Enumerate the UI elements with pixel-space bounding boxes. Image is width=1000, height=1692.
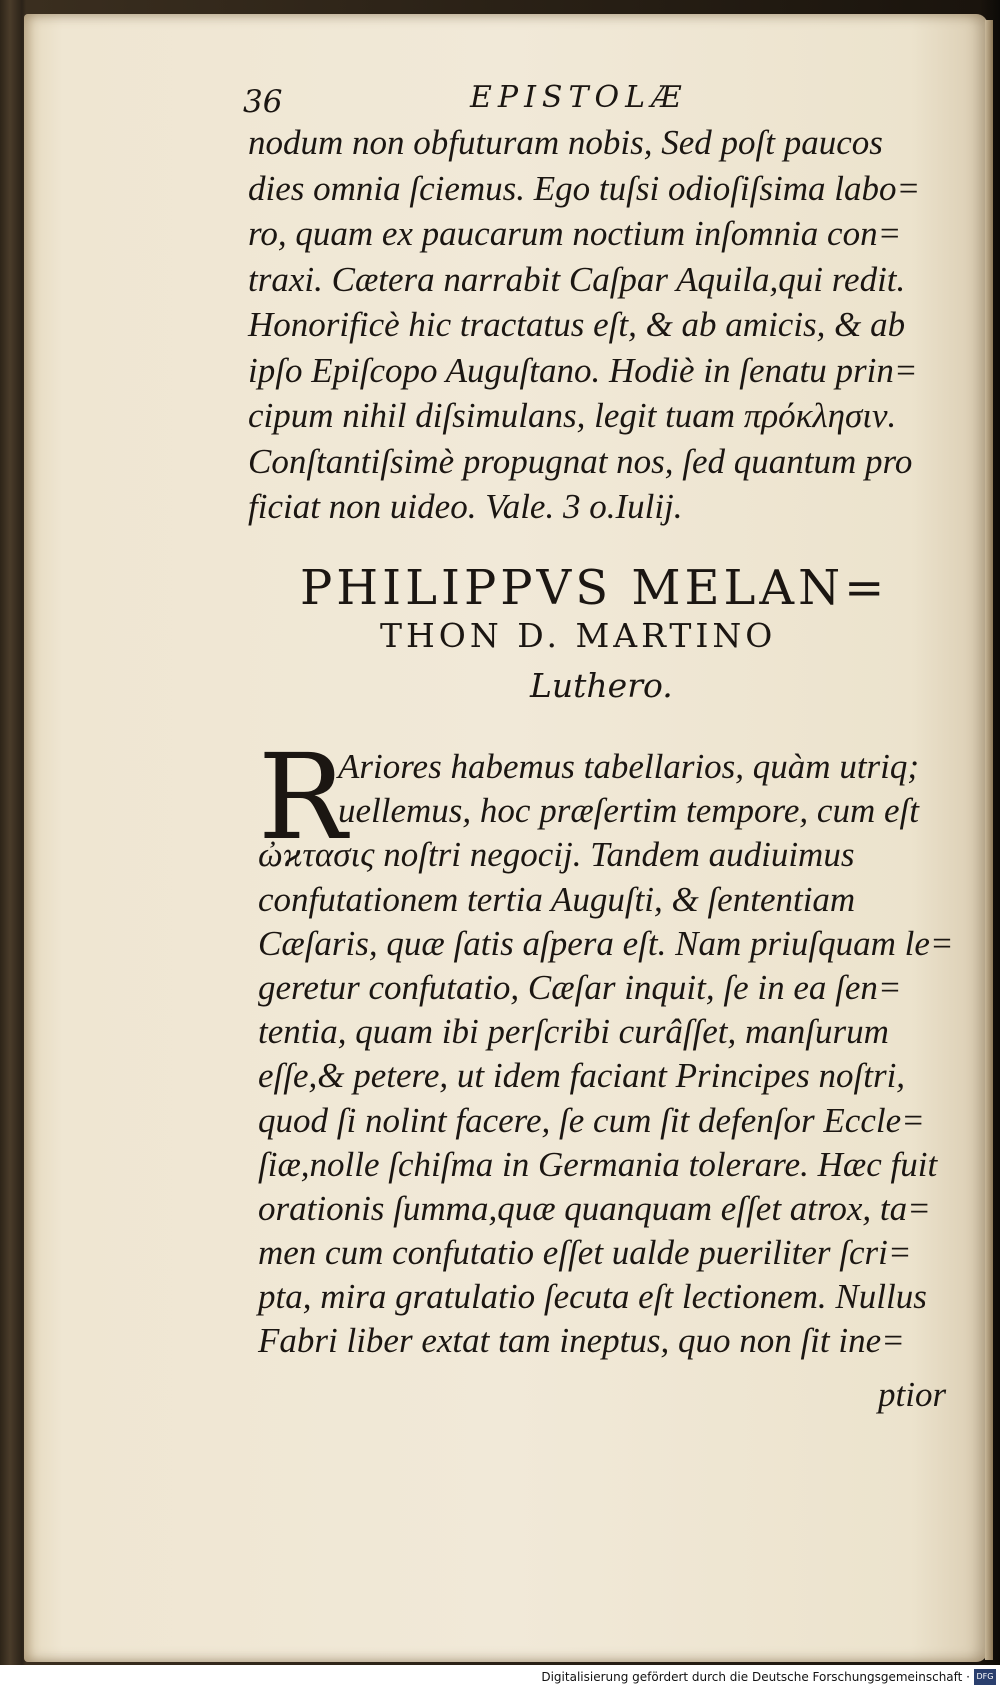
text-line: confutationem tertia Auguſti, & ſententiam bbox=[258, 879, 856, 919]
running-head: EPISTOLÆ bbox=[470, 80, 688, 115]
text-line: quod ſi nolint facere, ſe cum ſit defenſor Eccle= bbox=[258, 1100, 925, 1140]
page-edge bbox=[985, 20, 993, 1660]
page-number: 36 bbox=[243, 84, 283, 120]
text-line: ficiat non uideo. Vale. 3 o.Iulij. bbox=[248, 487, 683, 526]
text-line: Conſtantiſsimè propugnat nos, ſed quantum pro bbox=[248, 441, 913, 481]
text-line: ὠϰτασις noſtri negocij. Tandem audiuimus bbox=[258, 835, 855, 875]
text-line: Fabri liber extat tam ineptus, quo non ſit ine= bbox=[258, 1321, 905, 1361]
text-line: dies omnia ſciemus. Ego tuſsi odioſiſsima labo= bbox=[248, 168, 921, 208]
text-line: ro, quam ex paucarum noctium inſomnia con= bbox=[248, 214, 902, 253]
letter-heading-line-3: Luthero. bbox=[530, 666, 673, 705]
text-line: orationis ſumma,quæ quanquam eſſet atrox, ta= bbox=[258, 1188, 931, 1228]
text-line: Ariores habemus tabellarios, quàm utriq; bbox=[338, 747, 920, 786]
text-line: ſiæ,nolle ſchiſma in Germania tolerare. Hæc fuit bbox=[258, 1144, 938, 1184]
dfg-logo: DFG bbox=[974, 1669, 996, 1685]
text-line: cipum nihil diſsimulans, legit tuam πρόκλησιν. bbox=[248, 396, 897, 435]
text-line: Honorificè hic tractatus eſt, & ab amicis, & ab bbox=[248, 305, 906, 344]
text-line: uellemus, hoc præſertim tempore, cum eſt bbox=[338, 791, 919, 831]
text-line: nodum non obfuturam nobis, Sed poſt paucos bbox=[248, 123, 883, 162]
text-line: pta, mira gratulatio ſecuta eſt lectionem. Nullus bbox=[258, 1277, 927, 1317]
text-line: Cæſaris, quæ ſatis aſpera eſt. Nam priuſquam le= bbox=[258, 923, 954, 963]
letter-text-block bbox=[258, 728, 958, 1364]
letter-heading-line-1: PHILIPPVS MELAN= bbox=[300, 560, 889, 616]
text-line: tentia, quam ibi perſcribi curâſſet, manſurum bbox=[258, 1012, 889, 1052]
top-text-block bbox=[248, 120, 948, 530]
text-line: geretur confutatio, Cæſar inquit, ſe in ea ſen= bbox=[258, 967, 902, 1007]
text-line: ipſo Epiſcopo Auguſtano. Hodiè in ſenatu prin= bbox=[248, 350, 918, 390]
letter-heading-line-2: THON D. MARTINO bbox=[380, 616, 777, 655]
text-line: traxi. Cætera narrabit Caſpar Aquila,qui redit. bbox=[248, 259, 906, 299]
funding-credit: Digitalisierung gefördert durch die Deutsche Forschungsgemeinschaft · bbox=[541, 1670, 970, 1684]
text-line: men cum confutatio eſſet ualde pueriliter ſcri= bbox=[258, 1233, 912, 1273]
footer-bar bbox=[0, 1665, 1000, 1692]
drop-capital: R bbox=[258, 728, 347, 866]
text-line: eſſe,& petere, ut idem faciant Principes noſtri, bbox=[258, 1056, 906, 1096]
catchword: ptior bbox=[878, 1375, 947, 1414]
